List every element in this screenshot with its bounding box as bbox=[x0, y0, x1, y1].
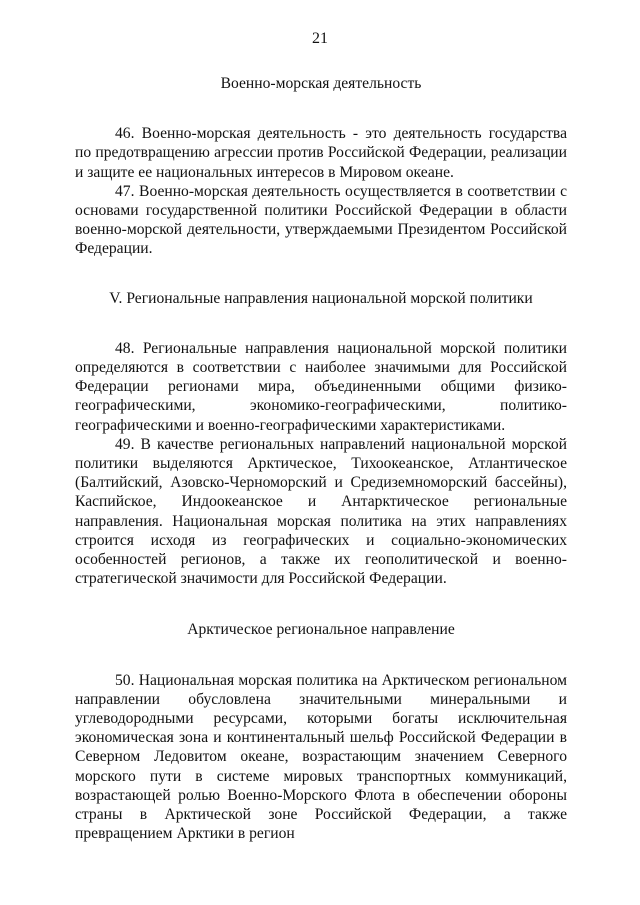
heading-naval-activity: Военно-морская деятельность bbox=[220, 75, 422, 92]
paragraph-46: 46. Военно-морская деятельность - это деятельность государства по предотвращению агрессии против Российской Федерации, реализации и защите ее национальных интересов в Мировом океане. bbox=[75, 125, 567, 181]
paragraph-48: 48. Региональные направления национальной морской политики определяются в соответствии с наиболее значимыми для Российской Федерации регионами мира, объединенными общими физико-географическими, экономико-географическими, политико-географическими и военно-географическими характеристиками. bbox=[75, 339, 567, 434]
document-body bbox=[75, 74, 567, 844]
paragraph-50: 50. Национальная морская политика на Арктическом региональном направлении обусловлена значительными минеральными и углеводородными ресурсами, которыми богаты исключительная экономическая зона и континентальный шельф Российской Федерации в Северном Ледовитом океане, возрастающим значением Северного морского пути в системе мировых транспортных коммуникаций, возрастающей ролью Военно-Морского Флота в обеспечении обороны страны в Арктической зоне Российской Федерации, а также превращением Арктики в регион bbox=[75, 671, 567, 843]
paragraph-47: 47. Военно-морская деятельность осуществляется в соответствии с основами государственной политики Российской Федерации в области военно-морской деятельности, утверждаемыми Президентом Российской Федерации. bbox=[75, 182, 567, 258]
heading-arctic-direction: Арктическое региональное направление bbox=[187, 621, 455, 639]
page-number: 21 bbox=[312, 30, 328, 47]
paragraph-49: 49. В качестве региональных направлений национальной морской политики выделяются Арктическое, Тихоокеанское, Атлантическое (Балтийский, Азовско-Черноморский и Средиземноморский бассейны), Каспийское, Индоокеанское и Антарктическое региональные направления. Национальная морская политика на этих направлениях строится исходя из географических и социально-экономических особенностей регионов, а также их геополитической и военно-стратегической значимости для Российской Федерации. bbox=[75, 435, 567, 588]
heading-section-v: V. Региональные направления национальной морской политики bbox=[109, 289, 533, 307]
